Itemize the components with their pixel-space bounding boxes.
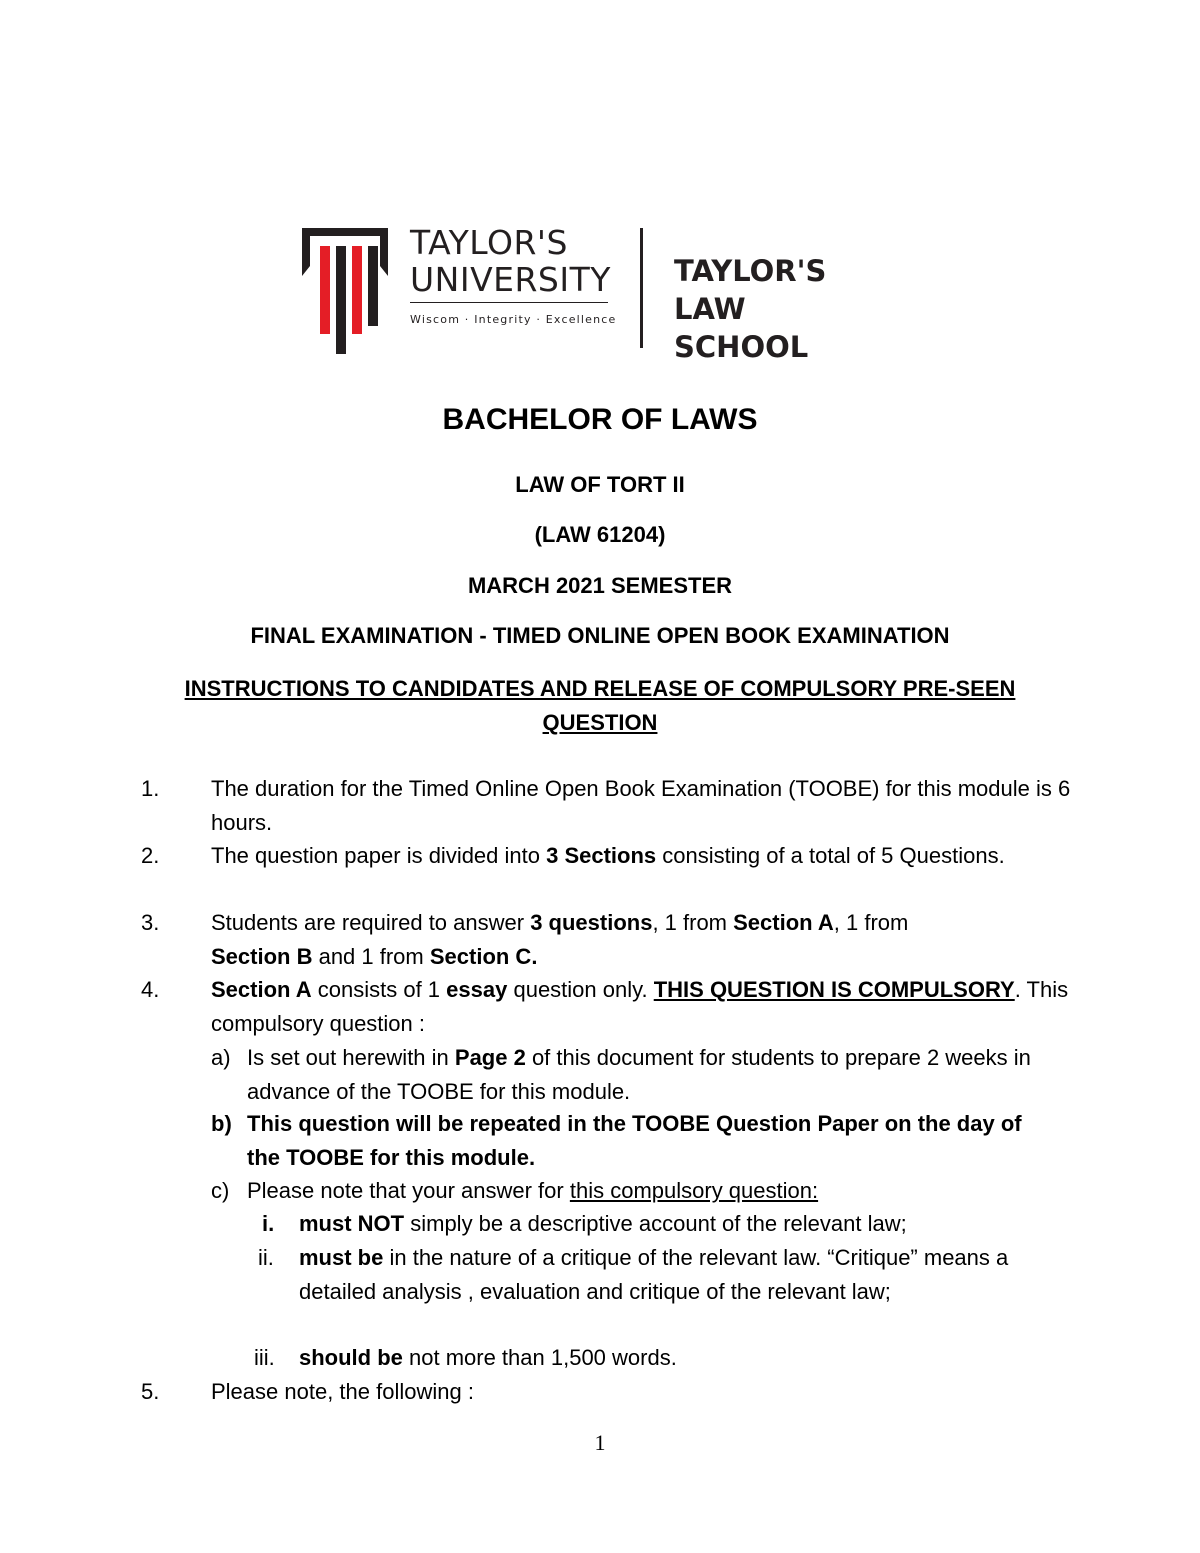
roman-item-i: i. must NOT simply be a descriptive account of the relevant law; bbox=[252, 1207, 1052, 1241]
item-number-4: 4. bbox=[141, 977, 160, 1002]
university-motto: Wiscom · Integrity · Excellence bbox=[410, 313, 617, 326]
exam-type: FINAL EXAMINATION - TIMED ONLINE OPEN BOOK EXAMINATION bbox=[250, 623, 950, 648]
logo-rule bbox=[410, 302, 608, 303]
university-logo bbox=[300, 222, 880, 364]
item-number-3: 3. bbox=[141, 910, 160, 935]
item-1: The duration for the Timed Online Open Book Examination (TOOBE) for this module is 6 hours. bbox=[211, 776, 1071, 835]
sub-item-b: b) This question will be repeated in the TOOBE Question Paper on the day of the TOOBE for this module. bbox=[211, 1107, 1051, 1175]
item-4: Section A consists of 1 essay question only. THIS QUESTION IS COMPULSORY. This compulsory question : bbox=[211, 977, 1069, 1036]
sub-item-b-label: b) bbox=[211, 1111, 232, 1136]
sub-item-a: a) Is set out herewith in Page 2 of this document for students to prepare 2 weeks in advance of the TOOBE for this module. bbox=[211, 1041, 1051, 1109]
instructions-heading: INSTRUCTIONS TO CANDIDATES AND RELEASE OF COMPULSORY PRE-SEEN QUESTION bbox=[184, 676, 1016, 735]
item-3: Students are required to answer 3 questions, 1 from Section A, 1 from Section B and 1 from Section C. bbox=[211, 910, 909, 969]
roman-item-ii-label: ii. bbox=[258, 1245, 274, 1270]
roman-item-i-label: i. bbox=[262, 1211, 275, 1236]
logo-divider bbox=[640, 228, 643, 348]
item-2: The question paper is divided into 3 Sections consisting of a total of 5 Questions. bbox=[211, 843, 1005, 868]
item-number-5: 5. bbox=[141, 1379, 160, 1404]
sub-item-c: c) Please note that your answer for this compulsory question: bbox=[211, 1174, 1051, 1208]
item-number-2: 2. bbox=[141, 843, 160, 868]
sub-item-a-label: a) bbox=[211, 1045, 231, 1070]
roman-item-iii-label: iii. bbox=[254, 1345, 275, 1370]
page-number: 1 bbox=[594, 1430, 606, 1455]
sub-item-c-label: c) bbox=[211, 1178, 230, 1203]
item-5: Please note, the following : bbox=[211, 1379, 474, 1404]
university-name: TAYLOR'S UNIVERSITY bbox=[410, 223, 611, 299]
module-code: (LAW 61204) bbox=[534, 522, 666, 547]
semester: MARCH 2021 SEMESTER bbox=[467, 573, 733, 598]
law-school-name: TAYLOR'S LAW SCHOOL bbox=[674, 254, 827, 364]
item-number-1: 1. bbox=[141, 776, 160, 801]
roman-item-iii: iii. should be not more than 1,500 words. bbox=[252, 1341, 1052, 1375]
degree-title: BACHELOR OF LAWS bbox=[442, 403, 758, 436]
roman-item-ii: ii. must be in the nature of a critique of the relevant law. “Critique” means a detailed analysis , evaluation and critique of the relevant law; bbox=[252, 1241, 1052, 1309]
shield-emblem-icon bbox=[300, 226, 390, 356]
module-title: LAW OF TORT II bbox=[515, 472, 685, 497]
